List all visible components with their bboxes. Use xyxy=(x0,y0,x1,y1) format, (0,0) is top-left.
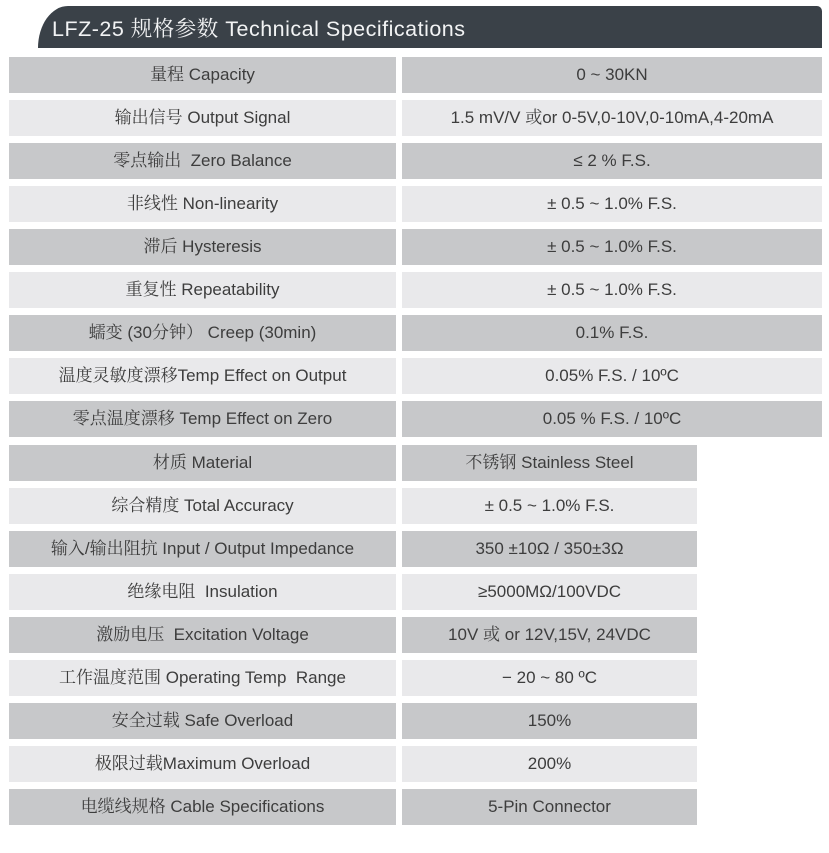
spec-section-top xyxy=(9,57,822,437)
spec-label: 安全过载 Safe Overload xyxy=(9,703,396,739)
spec-value: 200% xyxy=(402,746,697,782)
spec-value: 0.05 % F.S. / 10ºC xyxy=(402,401,822,437)
spec-value: 0.1% F.S. xyxy=(402,315,822,351)
spec-label: 绝缘电阻 Insulation xyxy=(9,574,396,610)
table-row xyxy=(9,574,822,610)
spec-label: 温度灵敏度漂移Temp Effect on Output xyxy=(9,358,396,394)
table-row xyxy=(9,531,822,567)
table-row xyxy=(9,315,822,351)
table-row xyxy=(9,100,822,136)
table-row xyxy=(9,445,822,481)
table-row xyxy=(9,401,822,437)
table-row xyxy=(9,57,822,93)
table-row xyxy=(9,186,822,222)
spec-label: 滞后 Hysteresis xyxy=(9,229,396,265)
page-title: LFZ-25 规格参数 Technical Specifications xyxy=(52,16,466,41)
spec-label: 零点温度漂移 Temp Effect on Zero xyxy=(9,401,396,437)
spec-value: 1.5 mV/V 或or 0-5V,0-10V,0-10mA,4-20mA xyxy=(402,100,822,136)
spec-value: ± 0.5 ~ 1.0% F.S. xyxy=(402,488,697,524)
spec-label: 重复性 Repeatability xyxy=(9,272,396,308)
spec-label: 量程 Capacity xyxy=(9,57,396,93)
spec-label: 电缆线规格 Cable Specifications xyxy=(9,789,396,825)
spec-table xyxy=(9,57,822,832)
spec-value: ± 0.5 ~ 1.0% F.S. xyxy=(402,272,822,308)
spec-value: 不锈钢 Stainless Steel xyxy=(402,445,697,481)
spec-value: − 20 ~ 80 ºC xyxy=(402,660,697,696)
table-row xyxy=(9,617,822,653)
spec-section-bottom xyxy=(9,445,822,825)
spec-label: 输出信号 Output Signal xyxy=(9,100,396,136)
table-row xyxy=(9,746,822,782)
table-row xyxy=(9,358,822,394)
spec-value: ≤ 2 % F.S. xyxy=(402,143,822,179)
spec-value: 150% xyxy=(402,703,697,739)
table-row xyxy=(9,703,822,739)
table-row xyxy=(9,488,822,524)
table-row xyxy=(9,272,822,308)
spec-label: 输入/输出阻抗 Input / Output Impedance xyxy=(9,531,396,567)
spec-label: 蠕变 (30分钟） Creep (30min) xyxy=(9,315,396,351)
spec-label: 材质 Material xyxy=(9,445,396,481)
spec-value: ± 0.5 ~ 1.0% F.S. xyxy=(402,186,822,222)
table-row xyxy=(9,143,822,179)
spec-value: 350 ±10Ω / 350±3Ω xyxy=(402,531,697,567)
spec-value: ≥5000MΩ/100VDC xyxy=(402,574,697,610)
table-row xyxy=(9,789,822,825)
spec-value: 10V 或 or 12V,15V, 24VDC xyxy=(402,617,697,653)
spec-value: 0.05% F.S. / 10ºC xyxy=(402,358,822,394)
spec-label: 综合精度 Total Accuracy xyxy=(9,488,396,524)
spec-label: 激励电压 Excitation Voltage xyxy=(9,617,396,653)
table-row xyxy=(9,660,822,696)
spec-label: 零点输出 Zero Balance xyxy=(9,143,396,179)
spec-label: 非线性 Non-linearity xyxy=(9,186,396,222)
spec-label: 极限过载Maximum Overload xyxy=(9,746,396,782)
table-row xyxy=(9,229,822,265)
spec-label: 工作温度范围 Operating Temp Range xyxy=(9,660,396,696)
spec-value: 5-Pin Connector xyxy=(402,789,697,825)
spec-value: 0 ~ 30KN xyxy=(402,57,822,93)
spec-value: ± 0.5 ~ 1.0% F.S. xyxy=(402,229,822,265)
title-bar xyxy=(38,6,822,48)
